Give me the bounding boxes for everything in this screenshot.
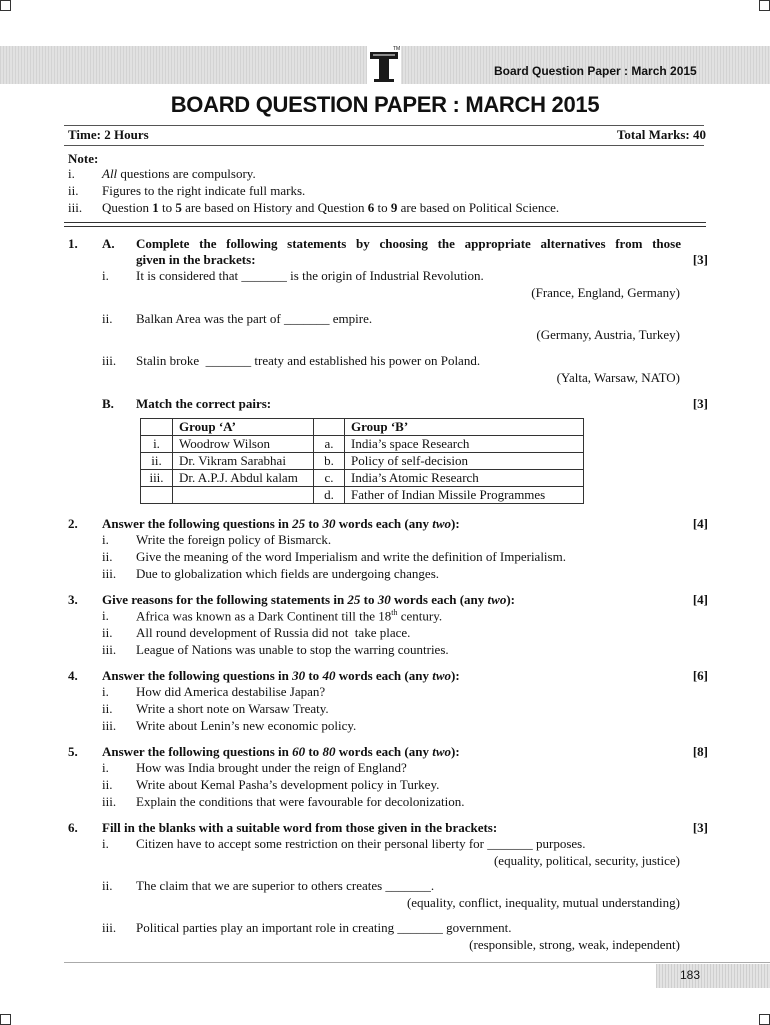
marks-badge: [8] xyxy=(692,744,708,759)
item-number: i. xyxy=(102,268,109,283)
question-number: 5. xyxy=(68,744,78,759)
page-number-box xyxy=(656,964,770,988)
running-title: Board Question Paper : March 2015 xyxy=(494,64,697,78)
table-cell: India’s space Research xyxy=(345,436,584,453)
item-text: Due to globalization which fields are undergoing changes. xyxy=(136,566,440,581)
crop-mark-top-right xyxy=(759,0,770,11)
marks-badge: [4] xyxy=(692,516,708,531)
question-number: 3. xyxy=(68,592,78,607)
table-header: Group ‘A’ xyxy=(173,419,314,436)
item-text: Balkan Area was the part of _______ empire. xyxy=(136,311,373,326)
item-number: i. xyxy=(102,836,109,851)
table-cell: i. xyxy=(141,436,173,453)
crop-mark-bottom-right xyxy=(759,1014,770,1025)
item-text: Write about Lenin’s new economic policy. xyxy=(136,718,357,733)
question-heading: Fill in the blanks with a suitable word from those given in the brackets: xyxy=(102,820,498,835)
table-cell xyxy=(173,487,314,504)
question-heading: Match the correct pairs: xyxy=(136,396,272,411)
table-header-row xyxy=(141,419,584,436)
item-number: ii. xyxy=(102,701,113,716)
item-text: Explain the conditions that were favourable for decolonization. xyxy=(136,794,465,809)
note-label: Note: xyxy=(68,151,99,166)
table-cell: Dr. Vikram Sarabhai xyxy=(173,453,314,470)
item-text: Give the meaning of the word Imperialism and write the definition of Imperialism. xyxy=(136,549,566,564)
item-options: (equality, political, security, justice) xyxy=(493,853,680,868)
question-heading-cont: given in the brackets: xyxy=(136,252,256,267)
item-text: Write the foreign policy of Bismarck. xyxy=(136,532,332,547)
table-row xyxy=(141,436,584,453)
part-label: B. xyxy=(102,396,114,411)
table-cell: b. xyxy=(314,453,345,470)
item-text: How was India brought under the reign of England? xyxy=(136,760,407,775)
item-number: i. xyxy=(102,532,109,547)
item-number: ii. xyxy=(102,878,113,893)
table-cell: Policy of self-decision xyxy=(345,453,584,470)
item-text: Stalin broke _______ treaty and established his power on Poland. xyxy=(136,353,481,368)
marks-badge: [3] xyxy=(692,396,708,411)
item-text: Africa was known as a Dark Continent till the 18th century. xyxy=(136,608,443,624)
table-cell: India’s Atomic Research xyxy=(345,470,584,487)
marks-badge: [6] xyxy=(692,668,708,683)
item-text: League of Nations was unable to stop the warring countries. xyxy=(136,642,449,657)
crop-mark-bottom-left xyxy=(0,1014,11,1025)
item-text: Write a short note on Warsaw Treaty. xyxy=(136,701,329,716)
table-cell xyxy=(141,487,173,504)
item-number: iii. xyxy=(102,920,117,935)
question-number: 1. xyxy=(68,236,78,251)
question-number: 2. xyxy=(68,516,78,531)
crop-mark-top-left xyxy=(0,0,11,11)
title-divider xyxy=(64,125,704,126)
item-options: (Germany, Austria, Turkey) xyxy=(536,327,680,342)
item-options: (equality, conflict, inequality, mutual understanding) xyxy=(406,895,680,910)
time-label: Time: 2 Hours xyxy=(68,127,149,142)
item-text: It is considered that _______ is the origin of Industrial Revolution. xyxy=(136,268,484,283)
table-cell: a. xyxy=(314,436,345,453)
question-heading: Complete the following statements by choosing the appropriate alternatives from those xyxy=(136,236,681,251)
time-divider xyxy=(64,145,704,146)
table-cell: Woodrow Wilson xyxy=(173,436,314,453)
note-divider-2 xyxy=(64,226,706,227)
item-text: All round development of Russia did not take place. xyxy=(136,625,411,640)
item-options: (Yalta, Warsaw, NATO) xyxy=(556,370,680,385)
item-text: Political parties play an important role in creating _______ government. xyxy=(136,920,512,935)
question-number: 4. xyxy=(68,668,78,683)
item-text: The claim that we are superior to others creates _______. xyxy=(136,878,435,893)
table-cell xyxy=(141,419,173,436)
item-number: iii. xyxy=(102,642,117,657)
question-heading: Answer the following questions in 30 to 40 words each (any two): xyxy=(102,668,460,683)
tm-mark: TM xyxy=(393,46,401,52)
question-heading: Give reasons for the following statements in 25 to 30 words each (any two): xyxy=(102,592,516,607)
item-options: (France, England, Germany) xyxy=(531,285,680,300)
part-label: A. xyxy=(102,236,115,251)
item-text: Write about Kemal Pasha’s development policy in Turkey. xyxy=(136,777,440,792)
page-number: 183 xyxy=(680,968,701,982)
marks-badge: [3] xyxy=(692,820,708,835)
item-number: iii. xyxy=(102,566,117,581)
note-divider-1 xyxy=(64,222,706,223)
total-marks-label: Total Marks: 40 xyxy=(616,127,706,142)
item-text: How did America destabilise Japan? xyxy=(136,684,326,699)
question-heading: Answer the following questions in 25 to 30 words each (any two): xyxy=(102,516,460,531)
table-header: Group ‘B’ xyxy=(345,419,584,436)
question-number: 6. xyxy=(68,820,78,835)
table-cell: c. xyxy=(314,470,345,487)
table-cell: Dr. A.P.J. Abdul kalam xyxy=(173,470,314,487)
item-number: i. xyxy=(102,760,109,775)
table-row xyxy=(141,487,584,504)
item-number: i. xyxy=(102,684,109,699)
item-number: iii. xyxy=(102,718,117,733)
table-row xyxy=(141,453,584,470)
question-heading: Answer the following questions in 60 to 80 words each (any two): xyxy=(102,744,460,759)
item-number: ii. xyxy=(102,625,113,640)
page-title: BOARD QUESTION PAPER : MARCH 2015 xyxy=(170,92,600,117)
item-text: Citizen have to accept some restriction on their personal liberty for _______ purposes. xyxy=(136,836,586,851)
item-number: iii. xyxy=(102,353,117,368)
footer-divider xyxy=(64,962,770,963)
marks-badge: [4] xyxy=(692,592,708,607)
item-options: (responsible, strong, weak, independent) xyxy=(469,937,680,952)
match-pairs-table xyxy=(140,418,584,504)
item-number: ii. xyxy=(102,549,113,564)
table-cell: ii. xyxy=(141,453,173,470)
table-cell: d. xyxy=(314,487,345,504)
table-cell xyxy=(314,419,345,436)
table-cell: iii. xyxy=(141,470,173,487)
table-row xyxy=(141,470,584,487)
item-number: ii. xyxy=(102,311,113,326)
marks-badge: [3] xyxy=(692,252,708,267)
item-number: i. xyxy=(102,608,109,623)
table-cell: Father of Indian Missile Programmes xyxy=(345,487,584,504)
item-number: ii. xyxy=(102,777,113,792)
item-number: iii. xyxy=(102,794,117,809)
